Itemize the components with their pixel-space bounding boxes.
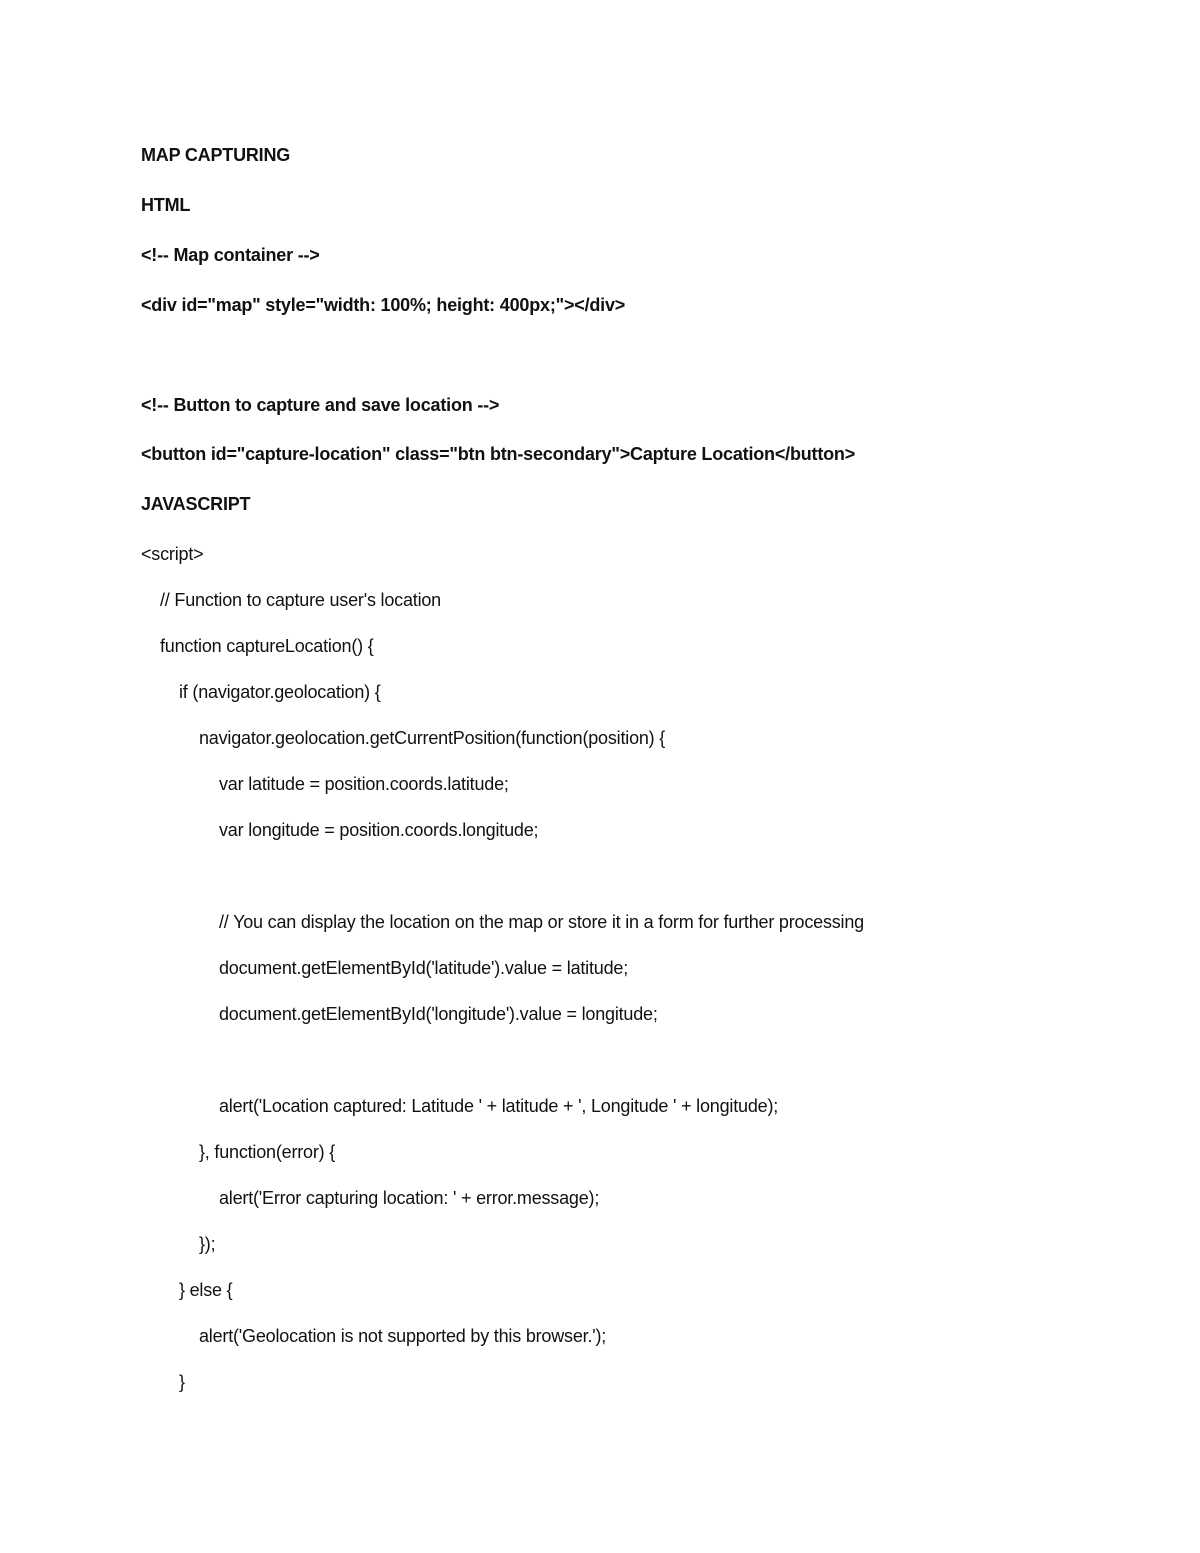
code-line: document.getElementById('longitude').value = longitude; — [219, 1004, 658, 1024]
code-line: }, function(error) { — [199, 1142, 336, 1162]
code-line: <!-- Map container --> — [141, 245, 320, 265]
code-line: <div id="map" style="width: 100%; height: 400px;"></div> — [141, 295, 626, 315]
code-line: function captureLocation() { — [160, 636, 374, 656]
code-line: // Function to capture user's location — [160, 590, 441, 610]
javascript-heading: JAVASCRIPT — [141, 494, 251, 514]
code-line: var longitude = position.coords.longitude; — [219, 820, 539, 840]
code-line: }); — [199, 1234, 216, 1254]
document-title: MAP CAPTURING — [141, 145, 291, 165]
code-line: } — [179, 1372, 185, 1392]
code-line: <button id="capture-location" class="btn btn-secondary">Capture Location</button> — [141, 444, 856, 464]
html-heading: HTML — [141, 195, 191, 215]
code-line: if (navigator.geolocation) { — [179, 682, 381, 702]
code-line: alert('Error capturing location: ' + error.message); — [219, 1188, 600, 1208]
code-line: alert('Geolocation is not supported by this browser.'); — [199, 1326, 607, 1346]
code-line: navigator.geolocation.getCurrentPosition(function(position) { — [199, 728, 666, 748]
code-line: // You can display the location on the map or store it in a form for further processing — [219, 912, 864, 932]
code-line: document.getElementById('latitude').value = latitude; — [219, 958, 629, 978]
code-line: } else { — [179, 1280, 233, 1300]
code-line: <script> — [141, 544, 204, 564]
code-line: <!-- Button to capture and save location --> — [141, 395, 500, 415]
code-line: alert('Location captured: Latitude ' + latitude + ', Longitude ' + longitude); — [219, 1096, 779, 1116]
code-line: var latitude = position.coords.latitude; — [219, 774, 509, 794]
